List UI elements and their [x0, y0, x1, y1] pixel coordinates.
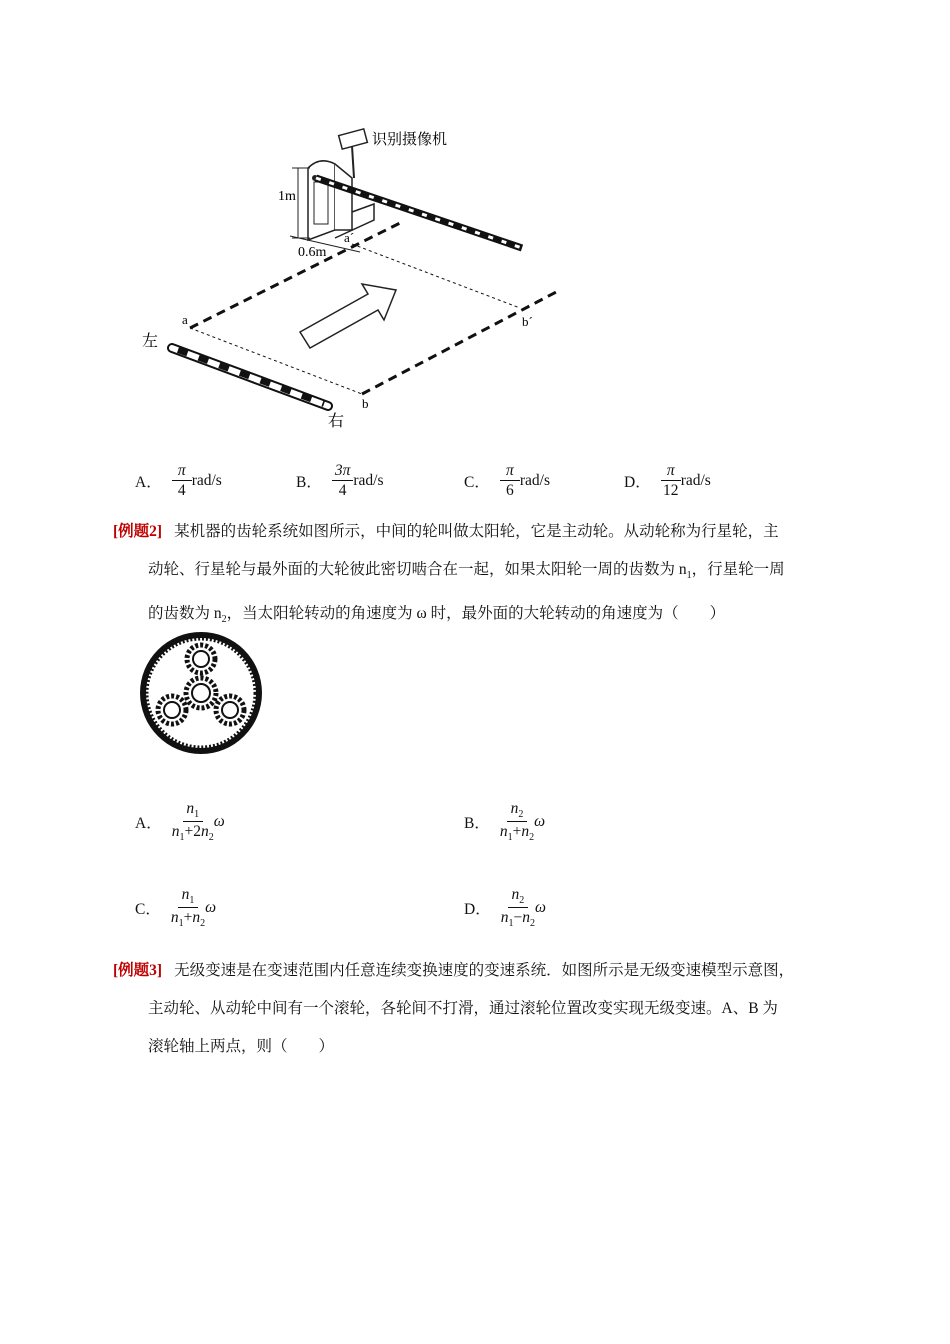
width-label: 0.6m [298, 245, 327, 260]
example3-text: [例题3] 无级变速是在变速范围内任意连续变换速度的变速系统．如图所示是无级变速模型示意图， 主动轮、从动轮中间有一个滚轮，各轮间不打滑，通过滚轮位置改变实现无级变速。A、B 为 滚轮轴上两点，则（ ） [113, 962, 795, 1055]
camera-label: 识别摄像机 [372, 130, 448, 148]
right-label: 右 [328, 411, 345, 430]
height-label: 1m [278, 189, 296, 204]
q1-option-d[interactable]: D． $\frac{\pi}{12}$ rad/s [624, 462, 711, 500]
example2-text: [例题2] 某机器的齿轮系统如图所示，中间的轮叫做太阳轮，它是主动轮。从动轮称为行星轮，主 动轮、行星轮与最外面的大轮彼此密切啮合在一起，如果太阳轮一周的齿数为 $n_1$，行星轮一周 的齿数为 $n_2$，当太阳轮转动的角速度为 ω 时，最外面的大轮转动的角速度为（ ） [113, 523, 785, 626]
q1-option-a[interactable]: A． $\frac{\pi}{4}$ rad/s [135, 462, 222, 500]
barrier-gate-figure [130, 120, 570, 440]
left-label: 左 [142, 331, 159, 350]
example2-tag: [例题2] [113, 523, 163, 540]
point-b-prime: b´ [522, 314, 533, 329]
gear-system-figure [138, 630, 264, 756]
q1-option-b[interactable]: B． $\frac{3\pi}{4}$ rad/s [296, 462, 384, 500]
example3-tag: [例题3] [113, 962, 163, 979]
point-a: a [182, 312, 188, 327]
q2-option-b[interactable]: B． $\frac{n_2}{n_1+n_2}$ ω [464, 800, 546, 844]
point-b: b [362, 396, 369, 411]
q2-option-a[interactable]: A． $\frac{n_1}{n_1+2n_2}$ ω [135, 800, 225, 844]
q1-option-c[interactable]: C． $\frac{\pi}{6}$ rad/s [464, 462, 550, 500]
q2-option-c[interactable]: C． $\frac{n_1}{n_1+n_2}$ ω [135, 886, 217, 930]
q2-option-d[interactable]: D． $\frac{n_2}{n_1-n_2}$ ω [464, 886, 546, 930]
point-a-prime: a´ [344, 230, 355, 245]
